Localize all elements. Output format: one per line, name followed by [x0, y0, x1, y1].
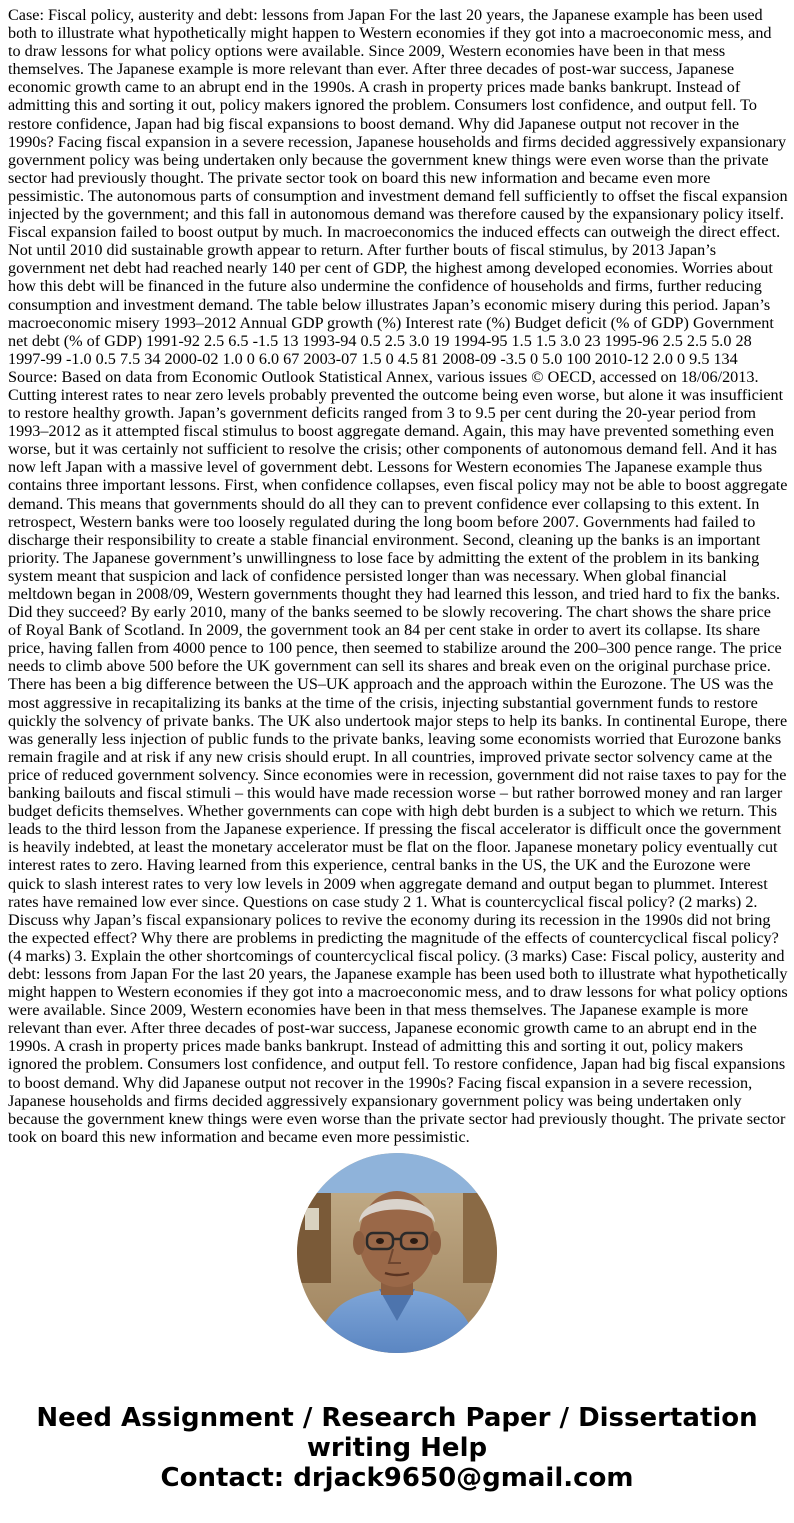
cta-subheadline: writing Help [306, 1433, 488, 1463]
article-body: Case: Fiscal policy, austerity and debt: lessons from Japan For the last 20 years, the Japanese example has been used both to illustrate what hypothetically might happen to Western economies if they got into a macroeconomic mess, and to draw lessons for what policy options were available. Since 2009, Western economies have been in that mess themselves. The Japanese example is more relevant than ever. After three decades of post-war success, Japanese economic growth came to an abrupt end in the 1990s. A crash in property prices made banks bankrupt. Instead of admitting this and sorting it out, policy makers ignored the problem. Consumers lost confidence, and output fell. To restore confidence, Japan had big fiscal expansions to boost demand. Why did Japanese output not recover in the 1990s? Facing fiscal expansion in a severe recession, Japanese households and firms decided aggressively expansionary government policy was being undertaken only because the government knew things were even worse than the private sector had previously thought. The private sector took on board this new information and became even more pessimistic. The autonomous parts of consumption and investment demand fell sufficiently to offset the fiscal expansion injected by the government; and this fall in autonomous demand was therefore caused by the expansionary policy itself. Fiscal expansion failed to boost output by much. In macroeconomics the induced effects can outweigh the direct effect. Not until 2010 did sustainable growth appear to return. After further bouts of fiscal stimulus, by 2013 Japan’s government net debt had reached nearly 140 per cent of GDP, the highest among developed economies. Worries about how this debt will be financed in the future also undermine the confidence of households and firms, further reducing consumption and investment demand. The table below illustrates Japan’s economic misery during this period. Japan’s macroeconomic misery 1993–2012 Annual GDP growth (%) Interest rate (%) Budget deficit (% of GDP) Government net debt (% of GDP) 1991-92 2.5 6.5 -1.5 13 1993-94 0.5 2.5 3.0 19 1994-95 1.5 1.5 3.0 23 1995-96 2.5 2.5 5.0 28 1997-99 -1.0 0.5 7.5 34 2000-02 1.0 0 6.0 67 2003-07 1.5 0 4.5 81 2008-09 -3.5 0 5.0 100 2010-12 2.0 0 9.5 134 Source: Based on data from Economic Outlook Statistical Annex, various issues © OECD, accessed on 18/06/2013. Cutting interest rates to near zero levels probably prevented the outcome being even worse, but alone it was insufficient to restore healthy growth. Japan’s government deficits ranged from 3 to 9.5 per cent during the 20-year period from 1993–2012 as it attempted fiscal stimulus to boost aggregate demand. Again, this may have prevented something even worse, but it was certainly not sufficient to resolve the crisis; other components of autonomous demand fell. And it has now left Japan with a massive level of government debt. Lessons for Western economies The Japanese example thus contains three important lessons. First, when confidence collapses, even fiscal policy may not be able to boost aggregate demand. This means that governments should do all they can to prevent confidence ever collapsing to this extent. In retrospect, Western banks were too loosely regulated during the long boom before 2007. Governments had failed to discharge their responsibility to create a stable financial environment. Second, cleaning up the banks is an important priority. The Japanese government’s unwillingness to lose face by admitting the extent of the problem in its banking system meant that suspicion and lack of confidence persisted longer than was necessary. When global financial meltdown began in 2008/09, Western governments thought they had learned this lesson, and tried hard to fix the banks. Did they succeed? By early 2010, many of the banks seemed to be slowly recovering. The chart shows the share price of Royal Bank of Scotland. In 2009, the government took an 84 per cent stake in order to avert its collapse. Its share price, having fallen from 4000 pence to 100 pence, then seemed to stabilize around the 200–300 pence range. The price needs to climb above 500 before the UK government can sell its shares and break even on the original purchase price. There has been a big difference between the US–UK approach and the approach within the Eurozone. The US was the most aggressive in recapitalizing its banks at the time of the crisis, injecting substantial government funds to restore quickly the solvency of private banks. The UK also undertook major steps to help its banks. In continental Europe, there was generally less injection of public funds to the private banks, leaving some economists worried that Eurozone banks remain fragile and at risk if any new crisis should erupt. In all countries, improved private sector solvency came at the price of reduced government solvency. Since economies were in recession, government did not raise taxes to pay for the banking bailouts and fiscal stimuli – this would have made recession worse – but rather borrowed money and ran larger budget deficits themselves. Whether governments can cope with high debt burden is a subject to which we return. This leads to the third lesson from the Japanese experience. If pressing the fiscal accelerator is difficult once the government is heavily indebted, at least the monetary accelerator must be flat on the floor. Japanese monetary policy eventually cut interest rates to zero. Having learned from this experience, central banks in the US, the UK and the Eurozone were quick to slash interest rates to very low levels in 2009 when aggregate demand and output began to plummet. Interest rates have remained low ever since. Questions on case study 2 1. What is countercyclical fiscal policy? (2 marks) 2. Discuss why Japan’s fiscal expansionary polices to revive the economy during its recession in the 1990s did not bring the expected effect? Why there are problems in predicting the magnitude of the effects of countercyclical fiscal policy? (4 marks) 3. Explain the other shortcomings of countercyclical fiscal policy. (3 marks) Case: Fiscal policy, austerity and debt: lessons from Japan For the last 20 years, the Japanese example has been used both to illustrate what hypothetically might happen to Western economies if they got into a macroeconomic mess, and to draw lessons for what policy options were available. Since 2009, Western economies have been in that mess themselves. The Japanese example is more relevant than ever. After three decades of post-war success, Japanese economic growth came to an abrupt end in the 1990s. A crash in property prices made banks bankrupt. Instead of admitting this and sorting it out, policy makers ignored the problem. Consumers lost confidence, and output fell. To restore confidence, Japan had big fiscal expansions to boost demand. Why did Japanese output not recover in the 1990s? Facing fiscal expansion in a severe recession, Japanese households and firms decided aggressively expansionary government policy was being undertaken only because the government knew things were even worse than the private sector had previously thought. The private sector took on board this new information and became even more pessimistic. [8, 6, 788, 1146]
contact-banner [0, 1403, 794, 1493]
contact-email: Contact: drjack9650@gmail.com [160, 1463, 634, 1493]
cta-headline: Need Assignment / Research Paper / Dissertation [36, 1403, 758, 1433]
author-photo [297, 1153, 497, 1353]
